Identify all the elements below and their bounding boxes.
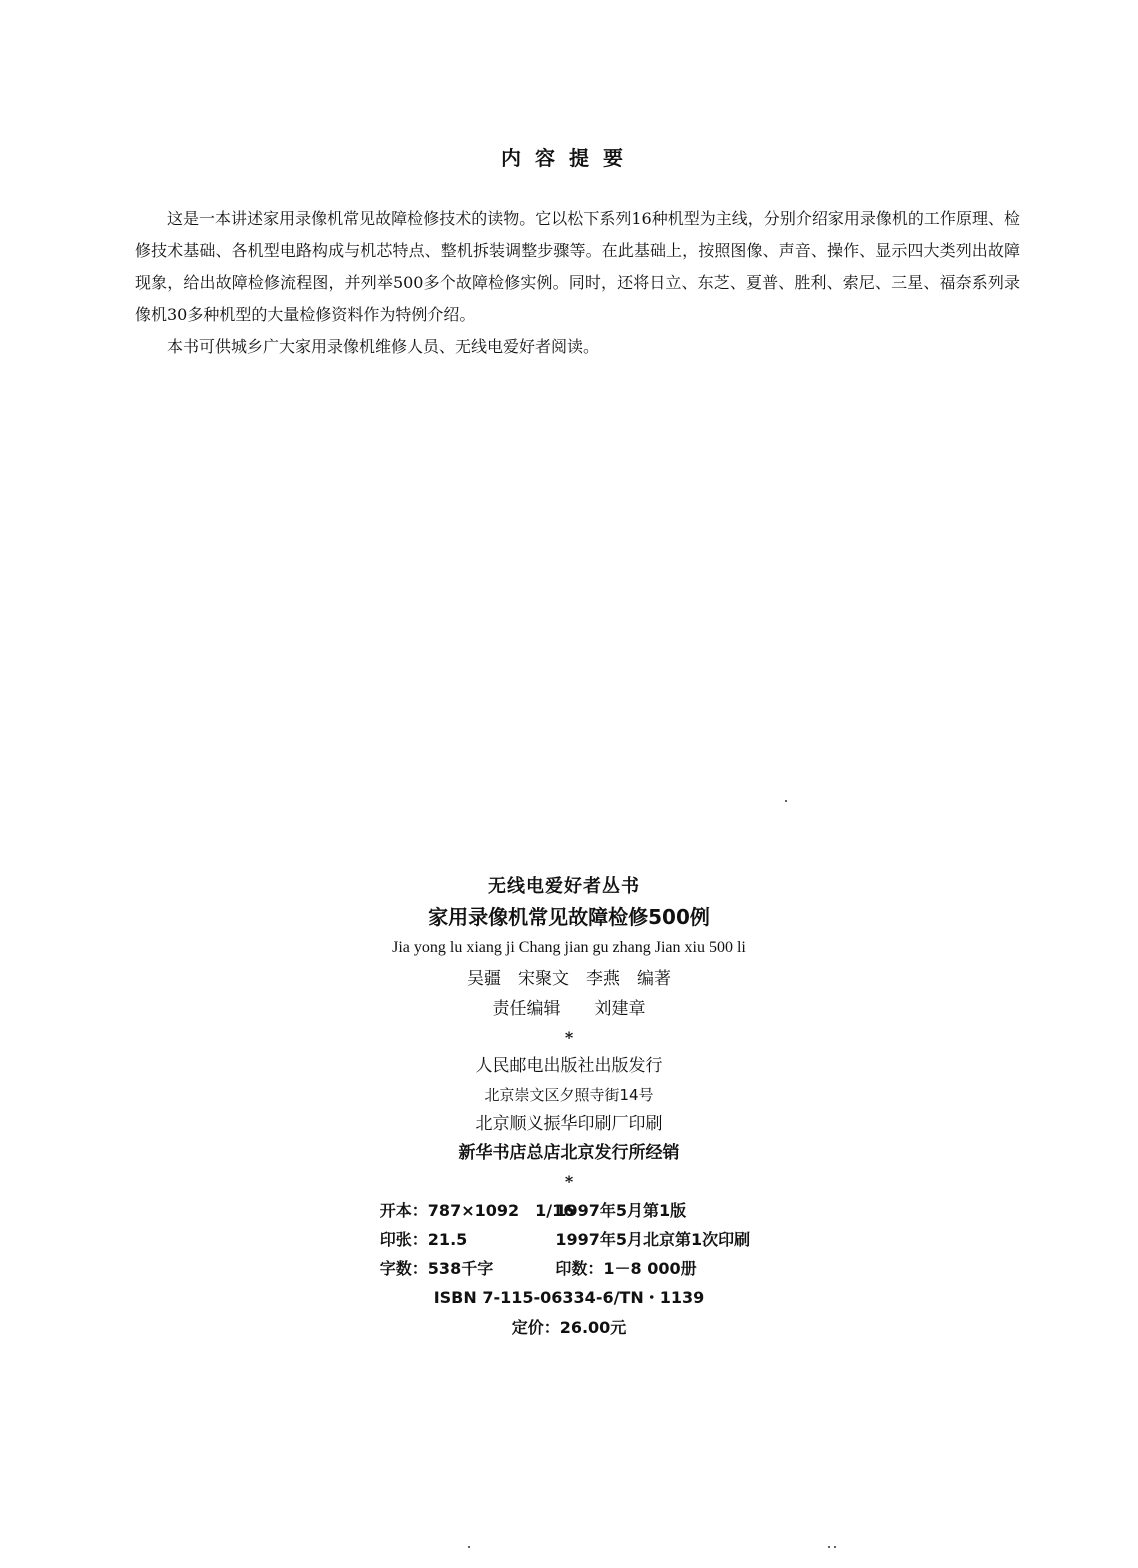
series-name: 无线电爱好者丛书 bbox=[488, 876, 640, 897]
summary-title: 内容提要 bbox=[501, 146, 637, 170]
authors: 吴疆 宋聚文 李燕 编著 bbox=[467, 969, 671, 989]
spec-row bbox=[380, 1196, 750, 1225]
spec-row bbox=[380, 1254, 750, 1283]
edition-spec: 1997年5月第1版 bbox=[555, 1201, 687, 1220]
print-run-spec: 印数：1－8 000册 bbox=[555, 1259, 697, 1278]
summary-body bbox=[135, 203, 1020, 363]
publication-specs bbox=[380, 1196, 750, 1283]
separator-star: * bbox=[564, 1172, 574, 1191]
scan-speck bbox=[828, 1546, 830, 1548]
summary-paragraph-1: 这是一本讲述家用录像机常见故障检修技术的读物。它以松下系列16种机型为主线，分别介绍家用录像机的工作原理、检修技术基础、各机型电路构成与机芯特点、整机拆装调整步骤等。在此基础上，按照图像、声音、操作、显示四大类列出故障现象，给出故障检修流程图，并列举500多个故障检修实例。同时，还将日立、东芝、夏普、胜利、索尼、三星、福奈系列录像机30多种机型的大量检修资料作为特例介绍。 bbox=[135, 209, 1020, 324]
book-title-pinyin: Jia yong lu xiang ji Chang jian gu zhang Jian xiu 500 li bbox=[392, 939, 746, 956]
scan-speck bbox=[834, 1546, 836, 1548]
scan-speck bbox=[785, 800, 787, 802]
format-spec: 开本：787×1092 1/16 bbox=[379, 1201, 575, 1220]
publisher-address: 北京崇文区夕照寺街14号 bbox=[484, 1086, 654, 1104]
distributor: 新华书店总店北京发行所经销 bbox=[458, 1143, 680, 1163]
separator-star: * bbox=[564, 1028, 574, 1047]
colophon bbox=[0, 872, 1138, 1343]
summary-paragraph-2: 本书可供城乡广大家用录像机维修人员、无线电爱好者阅读。 bbox=[167, 337, 600, 356]
isbn: ISBN 7-115-06334-6/TN・1139 bbox=[433, 1288, 705, 1307]
printer: 北京顺义振华印刷厂印刷 bbox=[475, 1114, 663, 1134]
scan-speck bbox=[468, 1546, 470, 1548]
sheets-spec: 印张：21.5 bbox=[379, 1230, 468, 1249]
price: 定价：26.00元 bbox=[511, 1318, 627, 1337]
book-title: 家用录像机常见故障检修500例 bbox=[428, 905, 710, 929]
responsible-editor: 责任编辑 刘建章 bbox=[492, 999, 646, 1019]
spec-row bbox=[380, 1225, 750, 1254]
printing-spec: 1997年5月北京第1次印刷 bbox=[555, 1230, 751, 1249]
publisher: 人民邮电出版社出版发行 bbox=[475, 1056, 663, 1076]
word-count-spec: 字数：538千字 bbox=[379, 1259, 494, 1278]
